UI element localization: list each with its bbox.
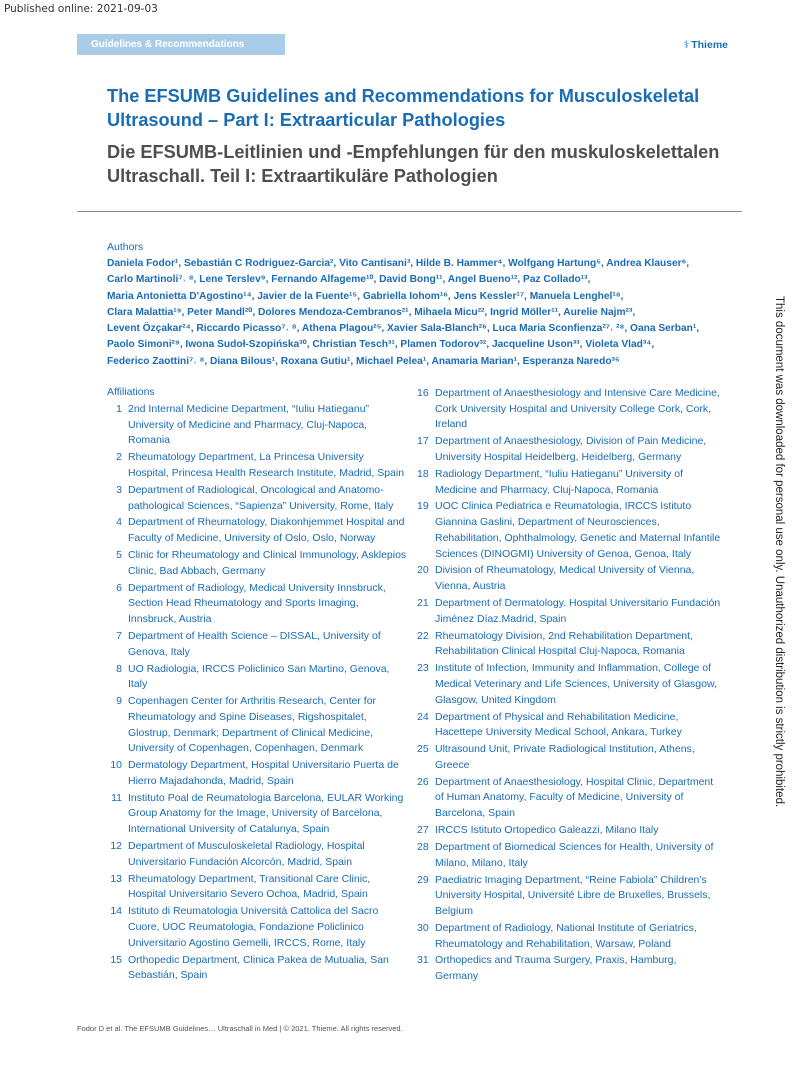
affiliation-text: Rheumatology Division, 2nd Rehabilitation Department, Rehabilitation Clinical Hospital Cluj-Napoca, Romania <box>435 629 693 658</box>
affiliation-text: Department of Anaesthesiology, Division of Pain Medicine, University Hospital Heidelberg, Heidelberg, Germany <box>435 435 707 463</box>
affiliation-text: Department of Musculoskeletal Radiology, Hospital Universitario Fundación Alcorcón, Madrid, Spain <box>128 840 365 868</box>
affiliation-text: Orthopedics and Trauma Surgery, Praxis, Hamburg, Germany <box>435 954 677 983</box>
affiliation-number: 19 <box>417 500 429 513</box>
affiliation-number: 23 <box>417 662 429 675</box>
affiliation-number: 26 <box>417 775 429 788</box>
affiliation-item <box>107 953 407 984</box>
affiliation-number: 24 <box>417 710 429 723</box>
affiliation-text: Department of Health Science – DISSAL, University of Genova, Italy <box>128 629 381 658</box>
divider <box>77 211 742 212</box>
affiliation-item <box>417 823 722 839</box>
affiliation-item <box>107 450 407 481</box>
affiliation-item <box>417 596 722 627</box>
article-title-german: Die EFSUMB-Leitlinien und -Empfehlungen für den muskuloskelettalen Ultraschall. Teil I: Extraartikuläre Pathologien <box>107 142 720 186</box>
affiliation-item <box>417 386 722 433</box>
article-title-english: The EFSUMB Guidelines and Recommendations for Musculoskeletal Ultrasound – Part I: Extraarticular Pathologies <box>107 86 700 130</box>
affiliation-text: Radiology Department, “Iuliu Hatieganu” University of Medicine and Pharmacy, Cluj-Napoca, Romania <box>435 467 684 496</box>
affiliation-text: Istituto di Reumatologia Università Cattolica del Sacro Cuore, UOC Reumatologia, Fondazione Policlinico Universitario Agostino Gemelli, IRCCS, Rome, Italy <box>128 905 379 949</box>
thieme-logo-icon: ⚕ <box>683 39 690 51</box>
affiliation-number: 5 <box>116 549 122 562</box>
authors-line: Maria Antonietta D'Agostino¹⁴, Javier de la Fuente¹⁵, Gabriella Iohom¹⁶, Jens Kessler¹⁷, Manuela Lenghel¹⁸, <box>107 290 624 302</box>
affiliation-item <box>417 563 722 594</box>
affiliation-text: Paediatric Imaging Department, “Reine Fabiola” Children’s University Hospital, Université Libre de Bruxelles, Brussels, Belgium <box>435 873 711 917</box>
section-label: Guidelines & Recommendations <box>77 34 285 55</box>
affiliation-item <box>417 873 722 920</box>
affiliation-item <box>417 661 722 708</box>
affiliation-item <box>417 434 722 465</box>
affiliation-number: 18 <box>417 467 429 480</box>
affiliation-item <box>107 515 407 546</box>
affiliation-text: Department of Anaesthesiology, Hospital Clinic, Department of Human Anatomy, Faculty of Medicine, University of Barcelona, Spain <box>435 775 714 820</box>
affiliation-number: 15 <box>110 953 122 966</box>
authors-line: Daniela Fodor¹, Sebastián C Rodriguez-Garcia², Vito Cantisani³, Hilde B. Hammer⁴, Wolfgang Hartung⁵, Andrea Klauser⁶, <box>107 258 690 269</box>
affiliation-text: Ultrasound Unit, Private Radiological Institution, Athens, Greece <box>435 743 695 771</box>
authors-line: Federico Zaottini⁷˒ ⁸, Diana Bilous¹, Roxana Gutiu¹, Michael Pelea¹, Anamaria Marian¹, Esperanza Naredo³⁵ <box>107 355 620 367</box>
affiliation-text: Institute of Infection, Immunity and Inflammation, College of Medical Veterinary and Life Sciences, University of Glasgow, Glasgow, United Kingdom <box>435 662 717 706</box>
affiliation-text: UO Radiologia, IRCCS Policlinico San Martino, Genova, Italy <box>128 662 390 691</box>
affiliation-number: 30 <box>417 921 429 934</box>
affiliation-item <box>417 467 722 498</box>
affiliation-text: IRCCS Istituto Ortopedico Galeazzi, Milano Italy <box>435 824 659 837</box>
affiliation-number: 11 <box>111 791 122 804</box>
affiliation-text: Department of Rheumatology, Diakonhjemmet Hospital and Faculty of Medicine, University of Oslo, Oslo, Norway <box>128 516 405 545</box>
affiliation-number: 9 <box>116 695 122 708</box>
affiliation-text: Department of Radiological, Oncological and Anatomo-pathological Sciences, “Sapienza” University, Rome, Italy <box>128 483 394 512</box>
affiliation-text: Department of Dermatology. Hospital Universitario Fundación Jiménez Díaz.Madrid, Spain <box>435 597 721 625</box>
affiliation-item <box>417 840 722 871</box>
affiliation-item <box>107 839 407 870</box>
affiliation-item <box>107 694 407 757</box>
affiliation-item <box>107 662 407 693</box>
affiliation-text: UOC Clinica Pediatrica e Reumatologia, IRCCS Istituto Giannina Gaslini, Department of Neurosciences, Rehabilitation, Ophthalmology, Genetic and Maternal Infantile Sciences (DINOGMI) University of Genoa, Genoa, Italy <box>435 500 721 560</box>
affiliation-number: 16 <box>417 387 429 399</box>
publisher-name: Thieme <box>691 39 728 51</box>
affiliation-item <box>417 953 722 984</box>
affiliation-text: Copenhagen Center for Arthritis Research, Center for Rheumatology and Spine Diseases, Rigshospitalet, Glostrup, Denmark; Department of Clinical Medicine, University of Copenhagen, Copenhagen, Denmark <box>128 695 377 755</box>
affiliation-item <box>417 499 722 562</box>
affiliation-number: 21 <box>417 597 429 610</box>
affiliation-item <box>107 581 407 628</box>
affiliation-item <box>417 742 722 773</box>
affiliation-text: Instituto Poal de Reumatologia Barcelona, EULAR Working Group Anatomy for the Image, University of Barcelona, International University of Catalunya, Spain <box>128 791 404 836</box>
affiliations-heading: Affiliations <box>107 386 155 398</box>
affiliation-text: Department of Physical and Rehabilitation Medicine, Hacettepe University Medical School, Ankara, Turkey <box>435 710 682 739</box>
affiliation-text: Department of Biomedical Sciences for Health, University of Milano, Milano, Italy <box>435 840 714 869</box>
affiliation-item <box>107 904 407 951</box>
affiliation-number: 20 <box>417 564 429 577</box>
distribution-watermark: This document was downloaded for personal use only. Unauthorized distribution is strictly prohibited. <box>773 296 785 808</box>
affiliation-number: 17 <box>417 435 429 448</box>
affiliation-item <box>417 629 722 660</box>
affiliations-left-column <box>107 402 407 985</box>
authors-line: Carlo Martinoli⁷˒ ⁸, Lene Terslev⁹, Fernando Alfageme¹⁰, David Bong¹¹, Angel Bueno¹², Paz Collado¹³, <box>107 274 591 286</box>
affiliation-number: 31 <box>417 954 429 967</box>
affiliation-number: 13 <box>110 872 122 885</box>
affiliation-item <box>107 402 407 449</box>
affiliation-text: 2nd Internal Medicine Department, “Iuliu Hatieganu” University of Medicine and Pharmacy, Cluj-Napoca, Romania <box>128 403 370 447</box>
affiliation-number: 4 <box>116 516 122 529</box>
affiliation-number: 2 <box>116 451 122 464</box>
affiliation-text: Division of Rheumatology, Medical University of Vienna, Vienna, Austria <box>435 564 695 593</box>
authors-list <box>107 256 727 370</box>
affiliation-text: Department of Radiology, Medical University Innsbruck, Section Head Rheumatology and Sports Imaging, Innsbruck, Austria <box>128 581 386 626</box>
affiliation-number: 14 <box>110 905 122 918</box>
affiliation-text: Department of Radiology, National Institute of Geriatrics, Rheumatology and Rehabilitation, Warsaw, Poland <box>435 921 697 950</box>
affiliation-text: Rheumatology Department, La Princesa University Hospital, Princesa Health Research Institute, Madrid, Spain <box>128 451 405 479</box>
affiliation-item <box>417 710 722 741</box>
affiliation-text: Orthopedic Department, Clinica Pakea de Mutualia, San Sebastián, Spain <box>128 953 389 982</box>
affiliation-number: 8 <box>116 662 122 675</box>
affiliation-text: Clinic for Rheumatology and Clinical Immunology, Asklepios Clinic, Bad Abbach, Germany <box>128 549 407 577</box>
affiliation-item <box>107 548 407 579</box>
affiliation-number: 10 <box>110 759 122 772</box>
affiliation-text: Rheumatology Department, Transitional Care Clinic, Hospital Universitario Severo Ochoa, Madrid, Spain <box>128 872 371 901</box>
affiliation-number: 22 <box>417 629 429 642</box>
affiliation-item <box>107 629 407 660</box>
affiliation-text: Dermatology Department, Hospital Universitario Puerta de Hierro Majadahonda, Madrid, Spain <box>128 759 399 787</box>
page-footer: Fodor D et al. The EFSUMB Guidelines… Ultraschall in Med | © 2021. Thieme. All rights reserved. <box>77 1024 403 1033</box>
affiliation-item <box>417 921 722 952</box>
published-date: Published online: 2021-09-03 <box>4 3 158 15</box>
authors-line: Clara Malattia¹⁹, Peter Mandl²⁰, Dolores Mendoza-Cembranos²¹, Mihaela Micu²², Ingrid Möller¹¹, Aurelie Najm²³, <box>107 306 636 318</box>
affiliation-number: 28 <box>417 840 429 853</box>
affiliation-number: 6 <box>116 581 122 594</box>
affiliation-number: 29 <box>417 873 429 886</box>
affiliation-number: 3 <box>116 483 122 496</box>
authors-line: Paolo Simoni²⁹, Iwona Sudoł-Szopińska³⁰, Christian Tesch³¹, Plamen Todorov³², Jacqueline Uson³³, Violeta Vlad³⁴, <box>107 339 655 351</box>
affiliation-item <box>417 775 722 822</box>
affiliation-item <box>107 483 407 514</box>
affiliation-item <box>107 872 407 903</box>
affiliation-number: 1 <box>116 403 122 415</box>
affiliation-number: 27 <box>417 824 429 837</box>
authors-heading: Authors <box>107 241 144 253</box>
affiliation-number: 12 <box>110 840 122 853</box>
affiliation-item <box>107 758 407 789</box>
authors-line: Levent Özçakar²⁴, Riccardo Picasso⁷˒ ⁸, Athena Plagou²⁵, Xavier Sala-Blanch²⁶, Luca Maria Sconfienza²⁷˒ ²⁸, Oana Serban¹, <box>107 323 700 335</box>
affiliations-right-column <box>417 386 722 986</box>
publisher-brand <box>684 39 728 51</box>
affiliation-text: Department of Anaesthesiology and Intensive Care Medicine, Cork University Hospital and University College Cork, Cork, Ireland <box>435 387 720 431</box>
affiliation-number: 7 <box>116 629 122 642</box>
affiliation-number: 25 <box>417 743 429 756</box>
affiliation-item <box>107 791 407 838</box>
